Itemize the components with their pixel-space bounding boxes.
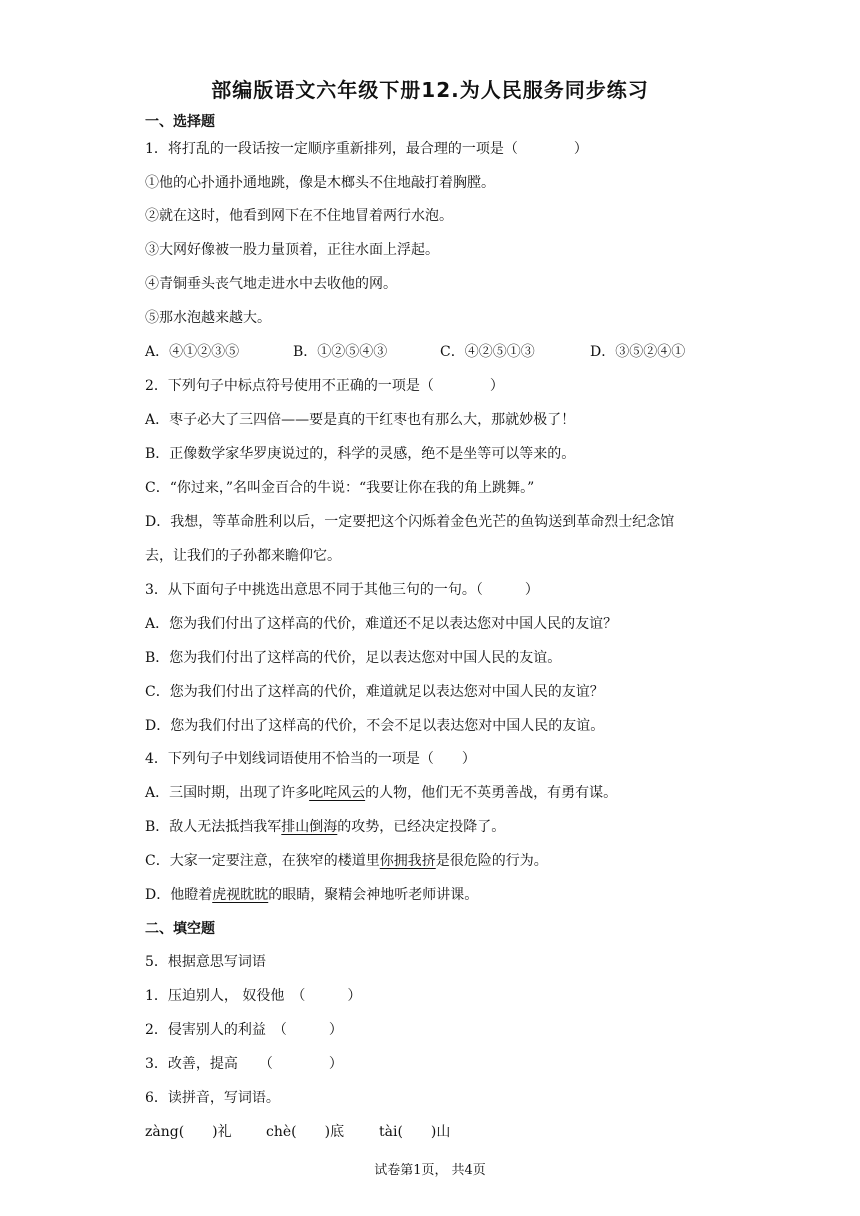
q4-c-prefix: C．大家一定要注意，在狭窄的楼道里 <box>145 853 380 869</box>
q4-c-suffix: 是很危险的行为。 <box>435 853 548 869</box>
q6-pinyin-2: chè( )底 <box>266 1124 345 1140</box>
q1-option-d: D．③⑤②④① <box>590 344 686 360</box>
q5-item-1: 1．压迫别人， 奴役他 （ ） <box>145 988 362 1004</box>
q3-option-a: A．您为我们付出了这样高的代价，难道还不足以表达您对中国人民的友谊？ <box>145 616 618 632</box>
q4-option-b <box>145 817 505 837</box>
q4-b-underlined-word: 排山倒海 <box>281 819 338 835</box>
q1-sentence-1: ①他的心扑通扑通地跳，像是木榔头不住地敲打着胸膛。 <box>145 175 495 191</box>
q4-a-underlined-word: 叱咤风云 <box>309 785 366 801</box>
q2-stem: 2．下列句子中标点符号使用不正确的一项是（ ） <box>145 378 504 394</box>
q4-b-prefix: B．敌人无法抵挡我军 <box>145 819 282 835</box>
q3-option-c: C．您为我们付出了这样高的代价，难道就足以表达您对中国人民的友谊？ <box>145 684 604 700</box>
q5-stem: 5．根据意思写词语 <box>145 954 266 970</box>
q4-option-c <box>145 851 548 871</box>
q3-stem: 3．从下面句子中挑选出意思不同于其他三句的一句。（ ） <box>145 582 539 598</box>
q4-d-underlined-word: 虎视眈眈 <box>212 887 269 903</box>
q4-c-underlined-word: 你拥我挤 <box>379 853 436 869</box>
q3-option-b: B．您为我们付出了这样高的代价，足以表达您对中国人民的友谊。 <box>145 650 562 666</box>
q1-sentence-5: ⑤那水泡越来越大。 <box>145 310 271 326</box>
q2-option-b: B．正像数学家华罗庚说过的，科学的灵感，绝不是坐等可以等来的。 <box>145 446 576 462</box>
q6-pinyin-row <box>145 1122 450 1142</box>
q5-item-2: 2．侵害别人的利益 （ ） <box>145 1022 343 1038</box>
footer-page-total: 共4页 <box>451 1163 486 1178</box>
q4-d-prefix: D．他瞪着 <box>145 887 213 903</box>
q6-pinyin-3: tài( )山 <box>379 1124 451 1140</box>
q2-option-a: A．枣子必大了三四倍——要是真的干红枣也有那么大，那就妙极了！ <box>145 412 576 428</box>
q6-pinyin-1: zàng( )礼 <box>145 1124 232 1140</box>
q2-option-c: C．“你过来，”名叫金百合的牛说：“我要让你在我的角上跳舞。” <box>145 480 535 496</box>
q6-stem: 6．读拼音，写词语。 <box>145 1090 280 1106</box>
q1-sentence-3: ③大网好像被一股力量顶着，正往水面上浮起。 <box>145 242 439 258</box>
q1-stem: 1．将打乱的一段话按一定顺序重新排列，最合理的一项是（ ） <box>145 141 588 157</box>
q4-a-suffix: 的人物，他们无不英勇善战，有勇有谋。 <box>365 785 618 801</box>
q1-options <box>145 342 725 362</box>
section-choice-heading: 一、选择题 <box>145 114 215 130</box>
q2-option-d-line1: D．我想，等革命胜利以后，一定要把这个闪烁着金色光芒的鱼钩送到革命烈士纪念馆 <box>145 514 675 530</box>
q3-option-d: D．您为我们付出了这样高的代价，不会不足以表达您对中国人民的友谊。 <box>145 718 605 734</box>
q1-option-a: A．④①②③⑤ <box>145 344 240 360</box>
q2-option-d-line2: 去，让我们的子孙都来瞻仰它。 <box>145 548 341 564</box>
q1-sentence-2: ②就在这时，他看到网下在不住地冒着两行水泡。 <box>145 208 453 224</box>
q1-sentence-4: ④青铜垂头丧气地走进水中去收他的网。 <box>145 276 397 292</box>
page-footer <box>0 1159 860 1178</box>
q1-option-b: B．①②⑤④③ <box>293 344 388 360</box>
q4-option-a <box>145 783 617 803</box>
q4-stem: 4．下列句子中划线词语使用不恰当的一项是（ ） <box>145 751 476 767</box>
page-title: 部编版语文六年级下册12.为人民服务同步练习 <box>211 78 649 102</box>
q4-b-suffix: 的攻势，已经决定投降了。 <box>337 819 506 835</box>
q4-a-prefix: A．三国时期，出现了许多 <box>145 785 310 801</box>
q4-d-suffix: 的眼睛，聚精会神地听老师讲课。 <box>268 887 479 903</box>
section-fill-heading: 二、填空题 <box>145 921 215 937</box>
footer-page-number: 试卷第1页， <box>374 1163 448 1178</box>
q1-option-c: C．④②⑤①③ <box>440 344 535 360</box>
q5-item-3: 3．改善，提高 （ ） <box>145 1056 343 1072</box>
q4-option-d <box>145 885 478 905</box>
